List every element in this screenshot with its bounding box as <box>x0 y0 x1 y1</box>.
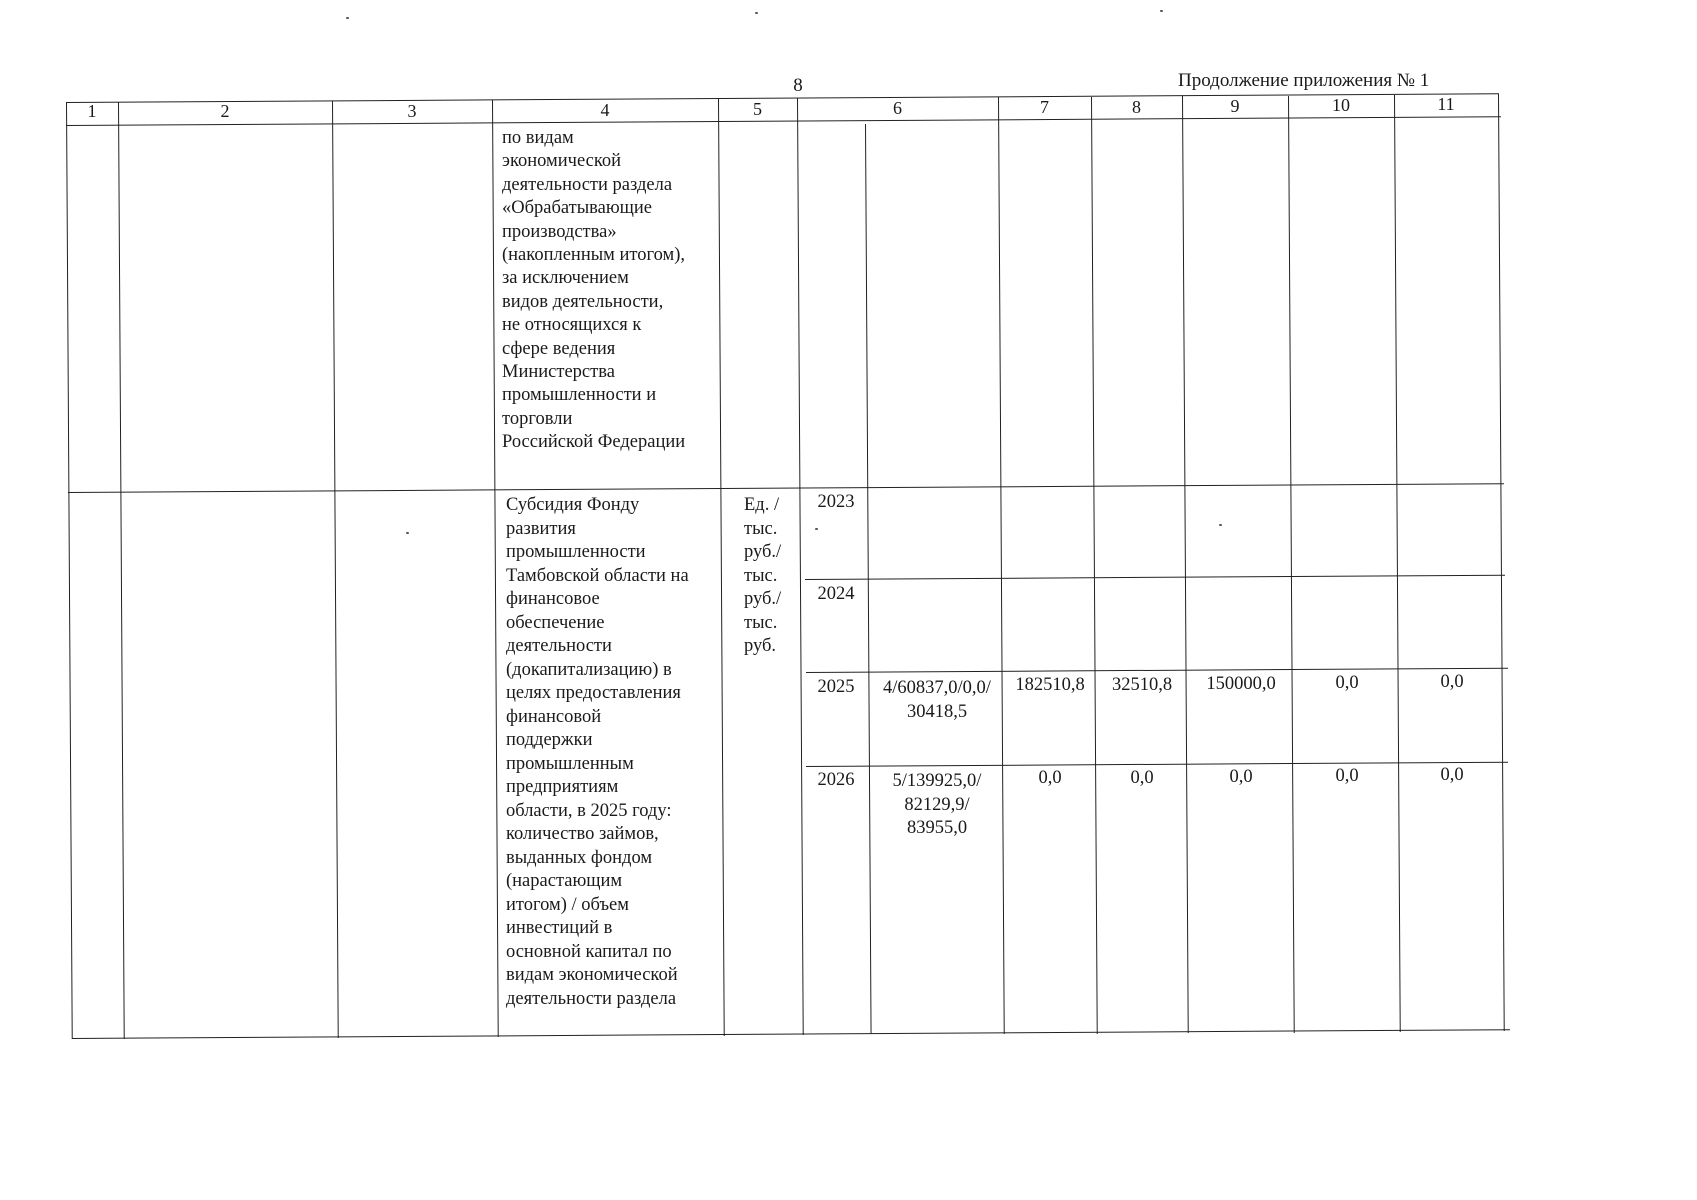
row-b-line: основной капитал по <box>506 941 672 962</box>
unit-line: тыс. <box>744 565 778 586</box>
scan-speck <box>346 17 349 19</box>
row-a-line: производства» <box>502 221 617 242</box>
value-2025-col10: 0,0 <box>1335 673 1359 693</box>
col-line-9 <box>1182 96 1189 1033</box>
row-b-line: промышленным <box>506 753 634 774</box>
row-a-line: по видам <box>502 128 574 148</box>
year-2025: 2025 <box>817 677 855 697</box>
col-line-11 <box>1394 95 1401 1032</box>
unit-line: руб. <box>744 636 777 656</box>
scan-speck <box>1160 10 1163 12</box>
unit-line: руб./ <box>744 589 782 609</box>
col-line-3 <box>332 101 339 1038</box>
year-2023: 2023 <box>817 492 855 512</box>
page-number: 8 <box>793 75 803 96</box>
col-line-6 <box>797 98 804 1035</box>
row-b-line: выданных фондом <box>506 847 653 868</box>
year-divider-2024 <box>805 575 1505 581</box>
value-2026-col9: 0,0 <box>1229 767 1253 787</box>
row-divider <box>68 483 1504 493</box>
row-b-line: Субсидия Фонду <box>506 495 640 515</box>
row-b-line: инвестиций в <box>506 918 613 938</box>
indicator-2025 <box>872 677 1002 724</box>
indicator-line: 4/60837,0/0,0/ <box>883 678 991 698</box>
header-col-8: 8 <box>1132 97 1141 117</box>
year-2026: 2026 <box>817 770 855 790</box>
value-2026-col10: 0,0 <box>1335 766 1359 786</box>
row-a-line: Министерства <box>502 362 615 382</box>
col-line-8 <box>1091 97 1098 1034</box>
col-line-2 <box>118 102 125 1039</box>
value-2026-col7: 0,0 <box>1038 768 1062 788</box>
row-b-line: видам экономической <box>506 965 678 985</box>
scan-speck <box>406 532 409 534</box>
unit-line: Ед. / <box>744 495 780 515</box>
scan-speck <box>815 528 818 530</box>
row-b-line: целях предоставления <box>506 683 681 703</box>
value-2026-col11: 0,0 <box>1440 765 1464 785</box>
header-col-3: 3 <box>407 101 417 121</box>
value-2025-col8: 32510,8 <box>1111 675 1173 695</box>
row-b-line: финансовое <box>506 589 600 609</box>
row-b-line: (докапитализацию) в <box>506 659 672 680</box>
row-a-line: торговли <box>502 408 573 429</box>
row-a-line: сфере ведения <box>502 338 616 359</box>
row-b-line: предприятиям <box>506 777 619 797</box>
unit-line: тыс. <box>744 612 778 633</box>
header-col-11: 11 <box>1437 94 1455 114</box>
row-b-line: деятельности раздела <box>506 988 677 1009</box>
header-col-10: 10 <box>1332 95 1350 115</box>
row-b-line: (нарастающим <box>506 871 623 891</box>
scan-speck <box>1219 524 1222 526</box>
indicator-2026 <box>872 770 1002 841</box>
row-a-line: Российской Федерации <box>502 432 686 453</box>
header-col-4: 4 <box>600 100 610 120</box>
col-line-1 <box>66 102 73 1039</box>
col-line-end <box>1498 94 1505 1031</box>
row-b-line: обеспечение <box>506 612 605 633</box>
row-a-line: «Обрабатывающие <box>502 198 653 219</box>
value-2025-col9: 150000,0 <box>1206 674 1276 694</box>
indicator-line: 5/139925,0/ <box>892 771 982 791</box>
row-a-line: промышленности и <box>502 385 657 406</box>
unit-line: тыс. <box>744 518 778 539</box>
row-a-line: за исключением <box>502 268 629 289</box>
header-col-7: 7 <box>1040 97 1049 117</box>
value-2025-col11: 0,0 <box>1440 672 1464 692</box>
row-b-line: области, в 2025 году: <box>506 800 672 821</box>
col-line-7 <box>998 97 1005 1034</box>
value-2025-col7: 182510,8 <box>1015 675 1085 695</box>
row-b-line: итогом) / объем <box>506 894 629 915</box>
row-b-line: развития <box>506 518 576 539</box>
header-col-9: 9 <box>1230 96 1240 116</box>
year-2024: 2024 <box>817 584 855 604</box>
header-col-2: 2 <box>220 101 230 121</box>
row-a-line: (накопленным итогом), <box>502 245 685 265</box>
row-a-line: видов деятельности, <box>502 291 664 312</box>
header-col-6: 6 <box>893 98 902 118</box>
row-a-line: не относящихся к <box>502 315 642 336</box>
header-col-5: 5 <box>753 99 762 119</box>
header-col-1: 1 <box>87 101 97 121</box>
col-line-10 <box>1288 96 1295 1033</box>
unit-line: руб./ <box>744 542 782 562</box>
indicator-line: 82129,9/ <box>904 794 970 815</box>
continuation-label: Продолжение приложения № 1 <box>1178 70 1430 91</box>
row-b-line: Тамбовской области на <box>506 565 689 586</box>
indicator-line: 83955,0 <box>906 818 968 838</box>
col-line-4 <box>492 100 499 1037</box>
row-b-line: промышленности <box>506 542 646 562</box>
row-b-line: деятельности <box>506 636 612 656</box>
indicator-line: 30418,5 <box>906 701 968 722</box>
row-b-line: финансовой <box>506 706 602 727</box>
row-a-line: деятельности раздела <box>502 174 673 195</box>
scan-speck <box>755 12 758 14</box>
row-b-line: поддержки <box>506 730 593 750</box>
row-b-line: количество займов, <box>506 824 659 844</box>
col-line-5 <box>718 99 725 1036</box>
row-a-line: экономической <box>502 151 622 172</box>
value-2026-col8: 0,0 <box>1130 768 1154 788</box>
